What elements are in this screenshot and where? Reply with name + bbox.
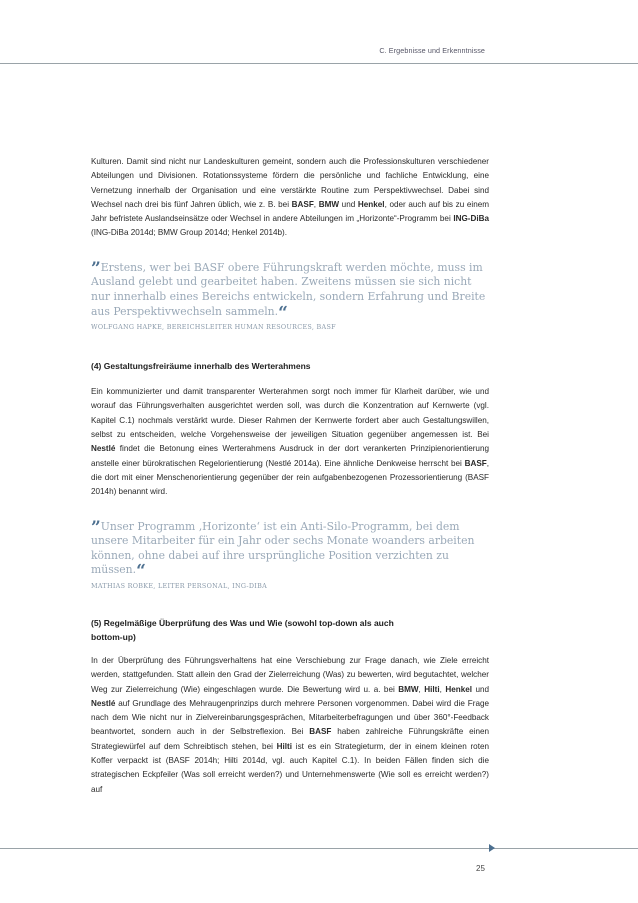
continue-arrow-icon — [489, 844, 495, 852]
quote-attribution: MATHIAS ROBKE, LEITER PERSONAL, ING-DIBA — [91, 581, 268, 590]
paragraph-section-5: In der Überprüfung des Führungsverhaltens hat eine Verschiebung zur Frage danach, wie Ziele erreicht werden, stattgefunden. Statt allein den Grad der Zielerreichung (Was) zu bewerten, wird begutachtet, welcher Weg zur Zielerreichung (Wie) eingeschlagen wurde. Die Bewertung wird u. a. bei BMW, Hilti, Henkel und Nestlé auf Grundlage des Mehraugenprinzips durch mehrere Personen vorgenommen. Dabei wird die Frage nach dem Wie nicht nur in Zielvereinbarungsgesprächen, Mitarbeiterbefragungen und über 360°-Feedback beantwortet, sondern auch in der Selbstreflexion. Bei BASF haben zahlreiche Führungskräfte einen Strategiewürfel auf dem Schreibtisch stehen, bei Hilti ist es ein Strategieturm, der in einem kleinen roten Koffer verpackt ist (BASF 2014h; Hilti 2014d, vgl. auch Kapitel C.1). In beiden Fällen finden sich die strategischen Eckpfeiler (Was soll erreicht werden?) und Unternehmenswerte (Wie soll es erreicht werden?) auf — [91, 655, 490, 794]
paragraph-section-4: Ein kommunizierter und damit transparenter Werterahmen sorgt noch immer für Klarheit darüber, wie und worauf das Führungsverhalten ausgerichtet werden soll, was durch die Konzentration auf Kernwerte (vgl. Kapitel C.1) nochmals verstärkt wurde. Dieser Rahmen der Kernwerte fordert aber auch Gestaltungswillen, selbst zu entscheiden, welche Vorgehensweise der jeweiligen Situation gegenüber angemessen ist. Bei Nestlé findet die Betonung eines Werterahmens Ausdruck in der dort verankerten Prinzipienorientierung anstelle einer bürokratischen Regelorientierung (Nestlé 2014a). Eine ähnliche Denkweise herrscht bei BASF, die dort mit einer Menschenorientierung gegenüber der rein aufgabenbezogenen Prozessorientierung (BASF 2014h) benannt wird. — [91, 387, 489, 497]
quote-open-mark: ” — [91, 258, 101, 279]
paragraph-rotation: Kulturen. Damit sind nicht nur Landeskulturen gemeint, sondern auch die Professionskulturen verschiedener Abteilungen und Divisionen. Rotationssysteme fördern die persönliche und fachliche Entwicklung, eine Vernetzung innerhalb der Organisation und eine verstärkte Routine zum Perspektivwechsel. Dabei sind Wechsel nach drei bis fünf Jahren üblich, wie z. B. bei BASF, BMW und Henkel, oder auch auf bis zu einem Jahr befristete Auslandseinsätze oder Wechsel in andere Abteilungen im „Horizonte“-Programm bei ING-DiBa (ING-DiBa 2014d; BMW Group 2014d; Henkel 2014b). — [91, 157, 490, 238]
section-heading-4: (4) Gestaltungsfreiräume innerhalb des Werterahmens — [91, 361, 311, 372]
section-heading-5: (5) Regelmäßige Überprüfung des Was und Wie (sowohl top-down als auch bottom-up) — [91, 617, 394, 642]
pull-quote-basf — [91, 258, 489, 332]
quote-text: Erstens, wer bei BASF obere Führungskraft werden möchte, muss im Ausland gelebt und gearbeitet haben. Zweitens müssen sie sich nicht nur innerhalb eines Bereichs entwickeln, sondern Erfahrung und Breite aus Perspektivwechseln sammeln. — [91, 260, 486, 318]
quote-open-mark: ” — [91, 517, 101, 538]
footer-rule — [0, 848, 638, 849]
pull-quote-ingdiba — [91, 517, 489, 590]
page-body — [91, 155, 489, 797]
running-header: C. Ergebnisse und Erkenntnisse — [379, 46, 485, 55]
quote-close-mark: “ — [278, 302, 288, 323]
quote-close-mark: “ — [136, 561, 146, 582]
quote-attribution: WOLFGANG HAPKE, BEREICHSLEITER HUMAN RESOURCES, BASF — [91, 323, 336, 332]
header-rule — [0, 63, 638, 64]
page-number: 25 — [476, 864, 485, 873]
quote-text: Unser Programm ‚Horizonte‘ ist ein Anti-Silo-Programm, bei dem unsere Mitarbeiter für ein Jahr oder sechs Monate woanders arbeiten können, ohne dabei auf ihre ursprüngliche Position verzichten zu müssen. — [91, 519, 475, 577]
